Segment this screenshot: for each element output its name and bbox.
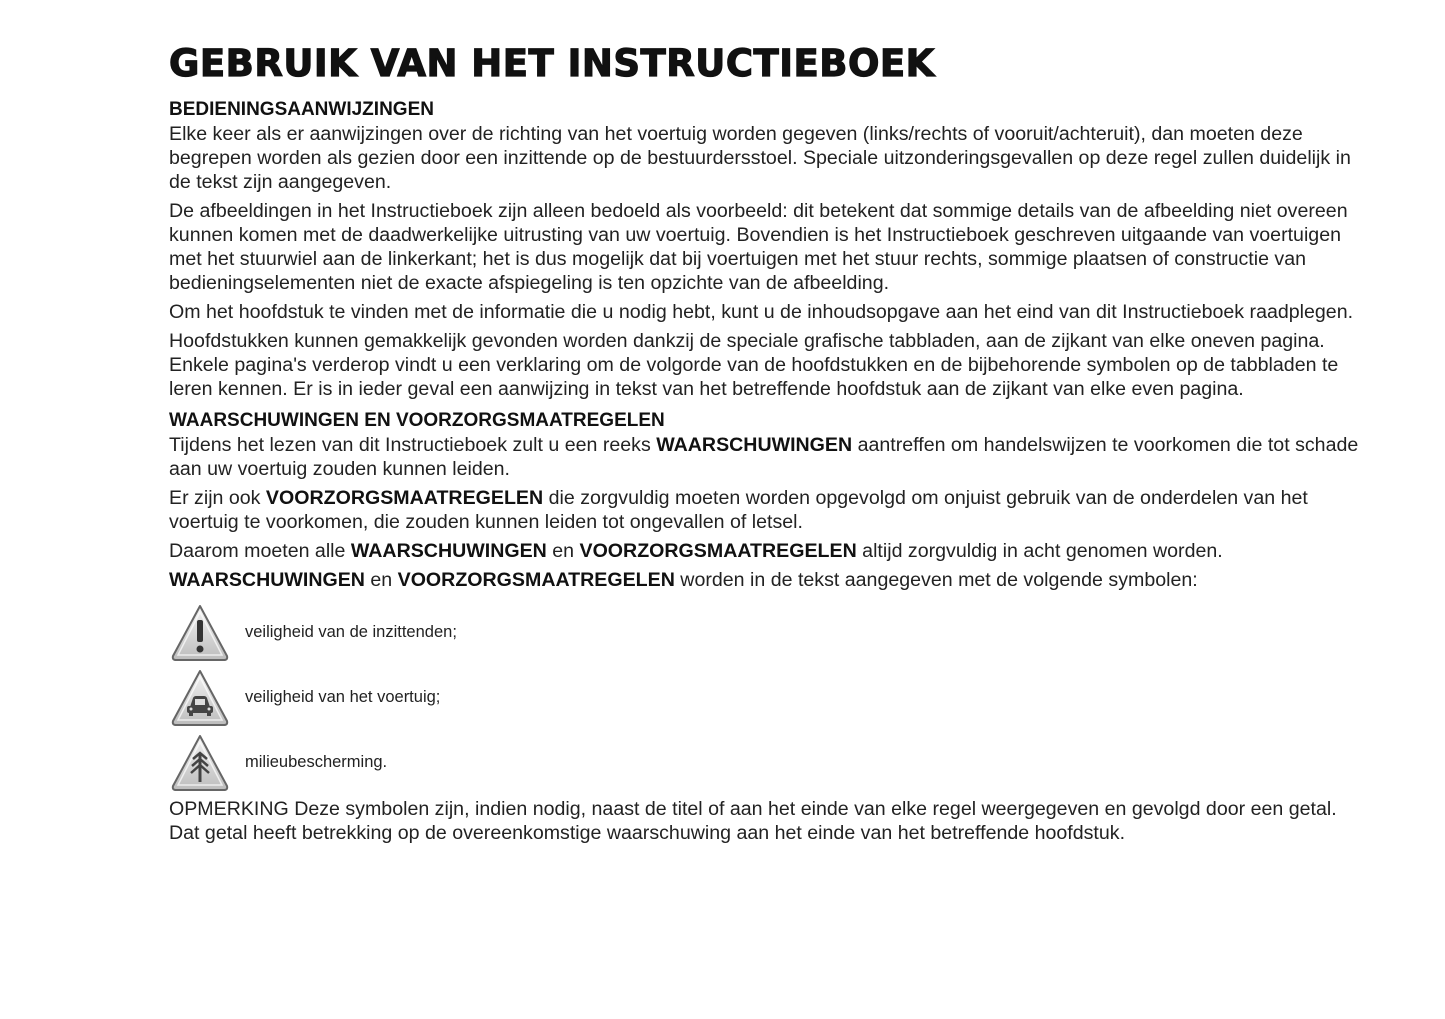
symbol-row: [169, 730, 1369, 795]
paragraph: [169, 539, 1369, 563]
manual-page: [169, 40, 1369, 850]
section-heading-bedieningsaanwijzingen: BEDIENINGSAANWIJZINGEN: [169, 99, 434, 120]
symbol-label: veiligheid van het voertuig;: [245, 688, 441, 706]
symbol-row: [169, 600, 1369, 665]
paragraph: Hoofdstukken kunnen gemakkelijk gevonden worden dankzij de speciale grafische tabbladen, aan de zijkant van elke oneven pagina. Enkele pagina's verderop vindt u een verklaring om de volgorde van de hoofdstukken en de bijbehorende symbolen op de tabbladen te leren kennen. Er is in ieder geval een aanwijzing in tekst van het betreffende hoofdstuk aan de zijkant van elke even pagina.: [169, 330, 1339, 400]
text-span: Er zijn ook: [169, 487, 266, 509]
exclamation-warning-icon: [169, 602, 231, 664]
bold-term: WAARSCHUWINGEN: [169, 569, 365, 591]
note-paragraph: OPMERKING Deze symbolen zijn, indien nodig, naast de titel of aan het einde van elke regel weergegeven en gevolgd door een getal. Dat getal heeft betrekking op de overeenkomstige waarschuwing aan het einde van het betreffende hoofdstuk.: [169, 798, 1337, 844]
text-span: die zorgvuldig moeten worden opgevolgd om onjuist gebruik van de onderdelen van het voertuig te voorkomen, die zouden kunnen leiden tot ongevallen of letsel.: [169, 487, 1308, 533]
bold-term: VOORZORGSMAATREGELEN: [579, 540, 857, 562]
text-span: Tijdens het lezen van dit Instructieboek zult u een reeks: [169, 434, 657, 456]
bold-term: VOORZORGSMAATREGELEN: [397, 569, 675, 591]
text-span: aantreffen om handelswijzen te voorkomen die tot schade aan uw voertuig zouden kunnen leiden.: [169, 434, 1359, 480]
symbol-label: milieubescherming.: [245, 753, 388, 771]
paragraph: Elke keer als er aanwijzingen over de richting van het voertuig worden gegeven (links/rechts of vooruit/achteruit), dan moeten deze begrepen worden als gezien door een inzittende op de bestuurdersstoel. Speciale uitzonderingsgevallen op deze regel zullen duidelijk in de tekst zijn aangegeven.: [169, 123, 1351, 193]
paragraph: De afbeeldingen in het Instructieboek zijn alleen bedoeld als voorbeeld: dit betekent dat sommige details van de afbeelding niet overeen kunnen komen met de daadwerkelijke uitrusting van uw voertuig. Bovendien is het Instructieboek geschreven uitgaande van voertuigen met het stuurwiel aan de linkerkant; het is dus mogelijk dat bij voertuigen met het stuur rechts, sommige plaatsen of constructie van bedieningselementen niet de exacte afspiegeling is ten opzichte van de afbeelding.: [169, 200, 1348, 294]
symbol-row: [169, 665, 1369, 730]
paragraph: [169, 568, 1369, 592]
paragraph: Om het hoofdstuk te vinden met de informatie die u nodig hebt, kunt u de inhoudsopgave aan het eind van dit Instructieboek raadplegen.: [169, 301, 1354, 323]
symbol-label: veiligheid van de inzittenden;: [245, 623, 457, 641]
bold-term: WAARSCHUWINGEN: [350, 540, 547, 562]
car-warning-icon: [169, 667, 231, 729]
tree-warning-icon: [169, 732, 231, 794]
symbol-list: [169, 600, 1369, 795]
text-span: en: [364, 569, 398, 591]
bold-term: VOORZORGSMAATREGELEN: [265, 487, 544, 509]
paragraph: [169, 486, 1369, 534]
section-heading-waarschuwingen: WAARSCHUWINGEN EN VOORZORGSMAATREGELEN: [169, 410, 665, 431]
page-title: GEBRUIK VAN HET INSTRUCTIEBOEK: [169, 42, 935, 85]
text-span: worden in de tekst aangegeven met de volgende symbolen:: [674, 569, 1198, 591]
text-span: altijd zorgvuldig in acht genomen worden.: [856, 540, 1223, 562]
text-span: en: [546, 540, 580, 562]
paragraph: [169, 433, 1369, 481]
bold-term: WAARSCHUWINGEN: [656, 434, 853, 456]
text-span: Daarom moeten alle: [169, 540, 351, 562]
